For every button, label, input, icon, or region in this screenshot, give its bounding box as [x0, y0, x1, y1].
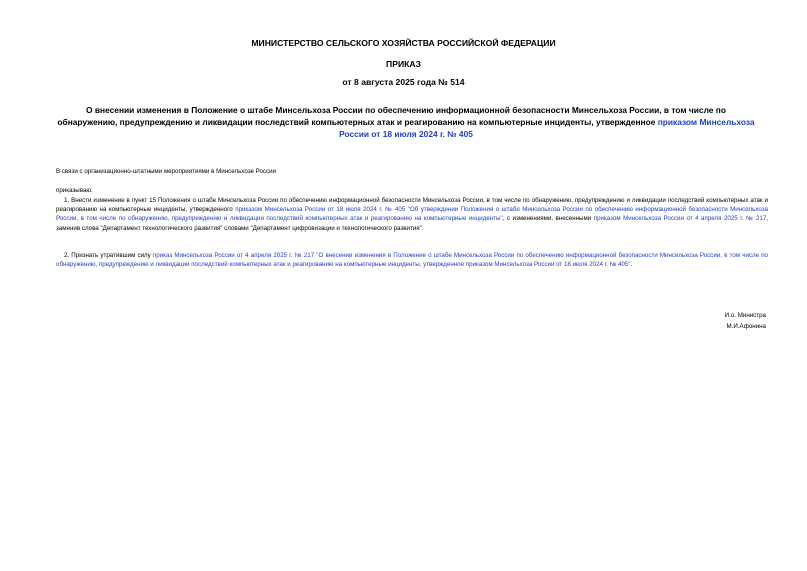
orders-word: приказываю:: [56, 187, 93, 194]
title-link[interactable]: приказом Минсельхоза России от 18 июля 2024 г. № 405: [339, 117, 755, 139]
paragraph-2: [56, 251, 768, 269]
p1-link-order-405[interactable]: приказом Минсельхоза России от 18 июля 2024 г. № 405 "Об утверждении Положения о штабе Минсельхоза России по обеспечению информационной безопасности Минсельхоза России, в том числе по обнаружению, предупреждению и ликвидации последствий компьютерных атак и реагированию на компьютерные инциденты": [56, 206, 768, 223]
title-text: О внесении изменения в Положение о штабе Минсельхоза России по обеспечению информационной безопасности Минсельхоза России, в том числе по обнаружению, предупреждению и ликвидации последствий компьютерных атак и реагированию на компьютерные инциденты, утвержденное: [57, 105, 726, 127]
p2-link-order-217[interactable]: приказ Минсельхоза России от 4 апреля 2025 г. № 217 "О внесении изменения в Положение о штабе Минсельхоза России по обеспечению информационной безопасности Минсельхоза России, в том числе по обнаружению, предупреждению и ликвидации последствий компьютерных атак и реагированию на компьютерные инциденты, утвержденное приказом Минсельхоза России от 18 июля 2024 г. № 405": [56, 252, 768, 269]
document-type: ПРИКАЗ: [386, 59, 421, 69]
p1-text-a: 1. Внести изменение в пункт 15 Положения о штабе Минсельхоза России по обеспечению информационной безопасности Минсельхоза России, в том числе по обнаружению, предупреждению и ликвидации последствий компьютерных атак и реагированию на компьютерные инциденты, утвержденного: [56, 197, 768, 214]
paragraph-1: [56, 196, 768, 233]
p2-text-b: .: [630, 261, 633, 269]
signature-position: И.о. Министра: [724, 312, 766, 319]
document-title: [56, 104, 756, 140]
p1-text-b: , с изменениями, внесенными: [502, 215, 594, 223]
signature-name: М.И.Афонина: [726, 323, 766, 330]
p1-text-c: , заменив слова "Департамент технологического развития" словами "Департамент цифровизации и технологического развития".: [56, 215, 768, 232]
document-date-number: от 8 августа 2025 года № 514: [342, 77, 465, 87]
p1-link-order-217[interactable]: приказом Минсельхоза России от 4 апреля 2025 г. № 217: [593, 215, 767, 223]
ministry-heading: МИНИСТЕРСТВО СЕЛЬСКОГО ХОЗЯЙСТВА РОССИЙСКОЙ ФЕДЕРАЦИИ: [251, 38, 556, 48]
basis-paragraph: В связи с организационно-штатными мероприятиями в Минсельхозе России: [56, 168, 277, 175]
p2-text-a: 2. Признать утратившим силу: [64, 252, 153, 259]
